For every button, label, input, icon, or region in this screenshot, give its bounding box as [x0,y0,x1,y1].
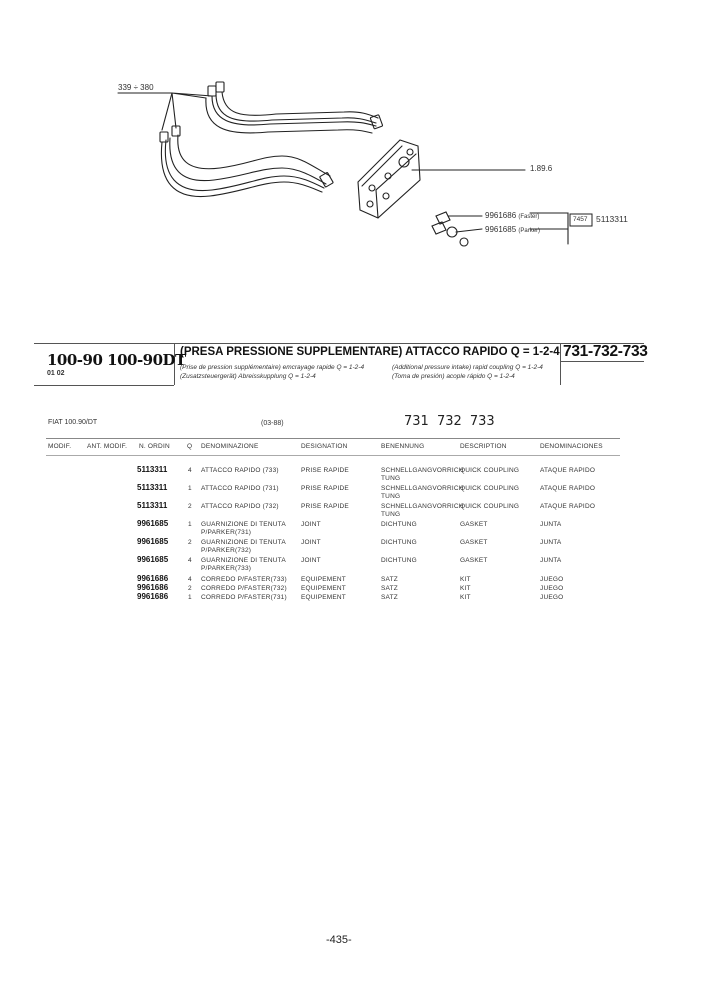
col-denominazione: DENOMINAZIONE [201,443,259,450]
part-number: 5113311 [137,465,168,474]
cell-de: SATZ [381,594,398,601]
cell-qty: 1 [188,521,192,528]
cell-qty: 4 [188,557,192,564]
col-designation: DESIGNATION [301,443,348,450]
cell-fr: PRISE RAPIDE [301,467,349,474]
model-name: 100-90 100-90DT [47,351,186,369]
vehicle-label: FIAT 100.90/DT [48,419,98,426]
fitting-label-parker [485,225,540,234]
cell-qty: 4 [188,576,192,583]
cell-es: ATAQUE RAPIDO [540,485,596,492]
cell-fr: JOINT [301,557,321,564]
model-sub: 01 02 [47,370,65,377]
fitting-part: 9961685 [485,225,517,234]
cell-en: GASKET [460,557,488,564]
fitting-part: 9961686 [485,211,517,220]
cell-it-continued: P/PARKER(733) [201,565,252,572]
cell-it-continued: P/PARKER(732) [201,547,252,554]
cell-de: SATZ [381,585,398,592]
cell-fr: PRISE RAPIDE [301,503,349,510]
cell-it-continued: P/PARKER(731) [201,529,252,536]
length-label: 339 ÷ 380 [118,83,154,92]
col-description: DESCRIPTION [460,443,507,450]
fitting-note: (Parker) [518,228,541,234]
cell-qty: 2 [188,503,192,510]
part-number: 9961685 [137,519,169,528]
cell-it: GUARNIZIONE DI TENUTA [201,557,286,564]
cell-qty: 4 [188,467,192,474]
cell-en: KIT [460,576,471,583]
header-top-rule [34,343,644,344]
part-number: 9961685 [137,537,169,546]
cell-de: DICHTUNG [381,521,417,528]
cell-it: ATTACCO RAPIDO (732) [201,503,279,510]
col-q: Q [187,443,193,450]
cell-es: ATAQUE RAPIDO [540,467,596,474]
cell-es: ATAQUE RAPIDO [540,503,596,510]
page-number: -435- [326,934,352,946]
col-benennung: BENENNUNG [381,443,425,450]
cell-de: SCHNELLGANGVORRICH [381,467,464,474]
translation-de: (Zusatzsteuergerät) Abreisskupplung Q = 1-2-4 [180,373,316,380]
fitting-note: (Faster) [518,214,540,220]
translation-es: (Toma de presión) acople rápido Q = 1-2-4 [392,373,515,380]
cell-de: SATZ [381,576,398,583]
cell-en: GASKET [460,539,488,546]
cell-fr: JOINT [301,521,321,528]
table-header-rule [46,455,620,456]
cell-qty: 2 [188,539,192,546]
cell-it: CORREDO P/FASTER(731) [201,594,287,601]
ref-numbers: 731-732-733 [563,343,648,360]
cell-de-continued: TUNG [381,493,401,500]
col-denominaciones: DENOMINACIONES [540,443,603,450]
hose-upper-2 [206,98,372,133]
cell-en: QUICK COUPLING [460,467,520,474]
cell-en: KIT [460,594,471,601]
col-modif: MODIF. [48,443,72,450]
hose-upper-1 [212,96,376,126]
cross-ref-part: 5113311 [596,214,628,224]
cell-de-continued: TUNG [381,511,401,518]
table-top-rule [46,438,620,439]
header-bottom-rule [34,385,174,386]
cell-en: KIT [460,585,471,592]
cell-en: GASKET [460,521,488,528]
hose-lower-1 [178,135,330,176]
cell-it: CORREDO P/FASTER(733) [201,576,287,583]
cell-qty: 2 [188,585,192,592]
cell-fr: EQUIPEMENT [301,576,346,583]
cell-fr: PRISE RAPIDE [301,485,349,492]
cell-qty: 1 [188,485,192,492]
part-number: 9961686 [137,574,169,583]
ref-label: 1.89.6 [530,164,553,173]
cell-de: SCHNELLGANGVORRICH [381,485,464,492]
cross-ref-box-code: 7457 [573,216,588,223]
translation-en: (Additional pressure intake) rapid coupling Q = 1-2-4 [392,364,543,371]
part-number: 5113311 [137,483,168,492]
fitting-label-faster [485,211,539,220]
cell-es: JUNTA [540,521,562,528]
cell-de: DICHTUNG [381,539,417,546]
cell-it: ATTACCO RAPIDO (733) [201,467,279,474]
part-number: 9961686 [137,583,169,592]
cell-en: QUICK COUPLING [460,485,520,492]
cell-es: JUEGO [540,576,564,583]
cell-de: SCHNELLGANGVORRICH [381,503,464,510]
cell-qty: 1 [188,594,192,601]
handwritten-ref: 731 732 733 [404,414,495,429]
cell-es: JUEGO [540,585,564,592]
cell-es: JUNTA [540,557,562,564]
cell-it: GUARNIZIONE DI TENUTA [201,521,286,528]
cell-it: CORREDO P/FASTER(732) [201,585,287,592]
header-ref-rule [560,361,644,362]
cell-it: GUARNIZIONE DI TENUTA [201,539,286,546]
exploded-parts-diagram [0,0,707,300]
section-title: (PRESA PRESSIONE SUPPLEMENTARE) ATTACCO RAPIDO Q = 1-2-4 [180,346,560,358]
cell-it: ATTACCO RAPIDO (731) [201,485,279,492]
part-number: 9961685 [137,555,169,564]
date-label: (03-88) [261,420,284,427]
cell-fr: EQUIPEMENT [301,594,346,601]
cell-de: DICHTUNG [381,557,417,564]
part-number: 5113311 [137,501,168,510]
cell-de-continued: TUNG [381,475,401,482]
cell-fr: EQUIPEMENT [301,585,346,592]
cell-fr: JOINT [301,539,321,546]
col-ant-modif: ANT. MODIF. [87,443,128,450]
part-number: 9961686 [137,592,169,601]
col-n-ordin: N. ORDIN [139,443,170,450]
cell-es: JUEGO [540,594,564,601]
cell-en: QUICK COUPLING [460,503,520,510]
translation-fr: (Prise de pression supplémentaire) emcrayage rapide Q = 1-2-4 [180,364,365,371]
cell-es: JUNTA [540,539,562,546]
header-divider-right [560,343,561,385]
